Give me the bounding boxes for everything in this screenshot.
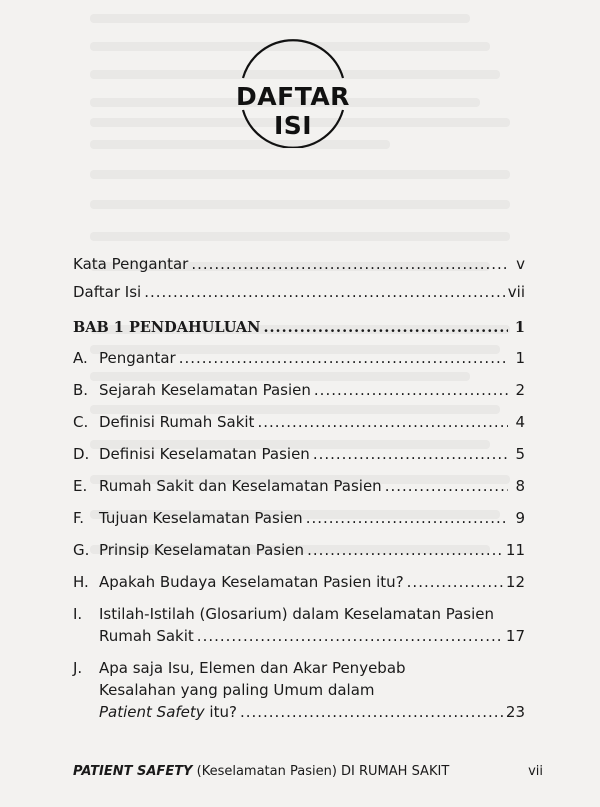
toc-label: Rumah Sakit: [99, 627, 194, 645]
toc-label: Istilah-Istilah (Glosarium) dalam Keselamatan Pasien: [99, 605, 494, 623]
toc-leader: [144, 282, 505, 302]
running-title-italic: PATIENT SAFETY: [73, 764, 193, 779]
toc-chapter-label: BAB 1 PENDAHULUAN: [73, 319, 261, 336]
toc-page: 1: [514, 319, 525, 336]
toc-entry-f[interactable]: [73, 508, 525, 528]
toc-label: Rumah Sakit dan Keselamatan Pasien: [99, 477, 382, 495]
toc-entry-h[interactable]: [73, 572, 525, 592]
toc-page: 1: [515, 349, 525, 367]
toc-entry-e[interactable]: [73, 476, 525, 496]
toc-page: vii: [507, 283, 525, 301]
toc-letter: E.: [73, 477, 88, 495]
toc-letter: D.: [73, 445, 90, 463]
toc-page: 9: [515, 509, 525, 527]
toc-letter: C.: [73, 413, 89, 431]
toc-letter: F.: [73, 509, 84, 527]
toc-entry-bab-1[interactable]: [73, 318, 525, 338]
toc-page: 8: [515, 477, 525, 495]
toc-label: Pengantar: [99, 349, 176, 367]
toc-leader: [407, 572, 503, 592]
toc-letter: I.: [73, 605, 83, 623]
toc-label: Daftar Isi: [73, 283, 142, 301]
toc-letter: A.: [73, 349, 88, 367]
toc-entry-i-line1[interactable]: [73, 604, 494, 624]
toc-leader: [257, 412, 508, 432]
toc-entry-c[interactable]: [73, 412, 525, 432]
toc-leader: [314, 380, 508, 400]
toc-label: Apakah Budaya Keselamatan Pasien itu?: [99, 573, 404, 591]
toc-entry-kata-pengantar[interactable]: [73, 254, 525, 274]
toc-letter: J.: [73, 659, 83, 677]
toc-page: 4: [515, 413, 525, 431]
toc-label: Sejarah Keselamatan Pasien: [99, 381, 311, 399]
toc-page: 12: [505, 573, 525, 591]
toc-page: v: [516, 255, 525, 273]
toc-page: 17: [505, 627, 525, 645]
toc-label: Definisi Rumah Sakit: [99, 413, 255, 431]
page-footer: [73, 764, 543, 779]
toc-label-rest: itu?: [204, 703, 237, 721]
toc-label: [99, 702, 237, 722]
toc-label: Kata Pengantar: [73, 255, 189, 273]
toc-leader: [179, 348, 508, 368]
toc-entry-a[interactable]: [73, 348, 525, 368]
page-number: vii: [528, 764, 543, 779]
toc-entry-j-line3[interactable]: [73, 702, 525, 722]
toc-entry-d[interactable]: [73, 444, 525, 464]
toc-leader: [307, 540, 503, 560]
toc-entry-j-line2[interactable]: [99, 680, 375, 700]
toc-label: Kesalahan yang paling Umum dalam: [99, 681, 375, 699]
running-title: [73, 764, 449, 779]
toc-page: 5: [515, 445, 525, 463]
toc-page: 2: [515, 381, 525, 399]
toc-leader: [385, 476, 508, 496]
toc-label: Apa saja Isu, Elemen dan Akar Penyebab: [99, 659, 406, 677]
page-title: DAFTAR ISI: [236, 82, 350, 140]
toc-letter: G.: [73, 541, 90, 559]
toc-entry-j-line1[interactable]: [73, 658, 406, 678]
toc-entry-i-line2[interactable]: [73, 626, 525, 646]
toc-letter: B.: [73, 381, 89, 399]
toc-leader: [240, 702, 503, 722]
toc-page: 11: [505, 541, 525, 559]
toc-leader: [191, 254, 508, 274]
toc-letter: H.: [73, 573, 89, 591]
toc-page: 23: [505, 703, 525, 721]
title-block: [218, 38, 368, 148]
toc-label: Prinsip Keselamatan Pasien: [99, 541, 305, 559]
toc-label: Tujuan Keselamatan Pasien: [99, 509, 303, 527]
toc-entry-daftar-isi[interactable]: [73, 282, 525, 302]
toc-leader: [263, 318, 508, 338]
toc-label-italic: Patient Safety: [99, 703, 205, 721]
toc-leader: [306, 508, 508, 528]
running-title-rest: (Keselamatan Pasien) DI RUMAH SAKIT: [192, 764, 450, 779]
toc-leader: [313, 444, 508, 464]
toc-label: Definisi Keselamatan Pasien: [99, 445, 310, 463]
toc-entry-b[interactable]: [73, 380, 525, 400]
toc-entry-g[interactable]: [73, 540, 525, 560]
toc-leader: [197, 626, 503, 646]
